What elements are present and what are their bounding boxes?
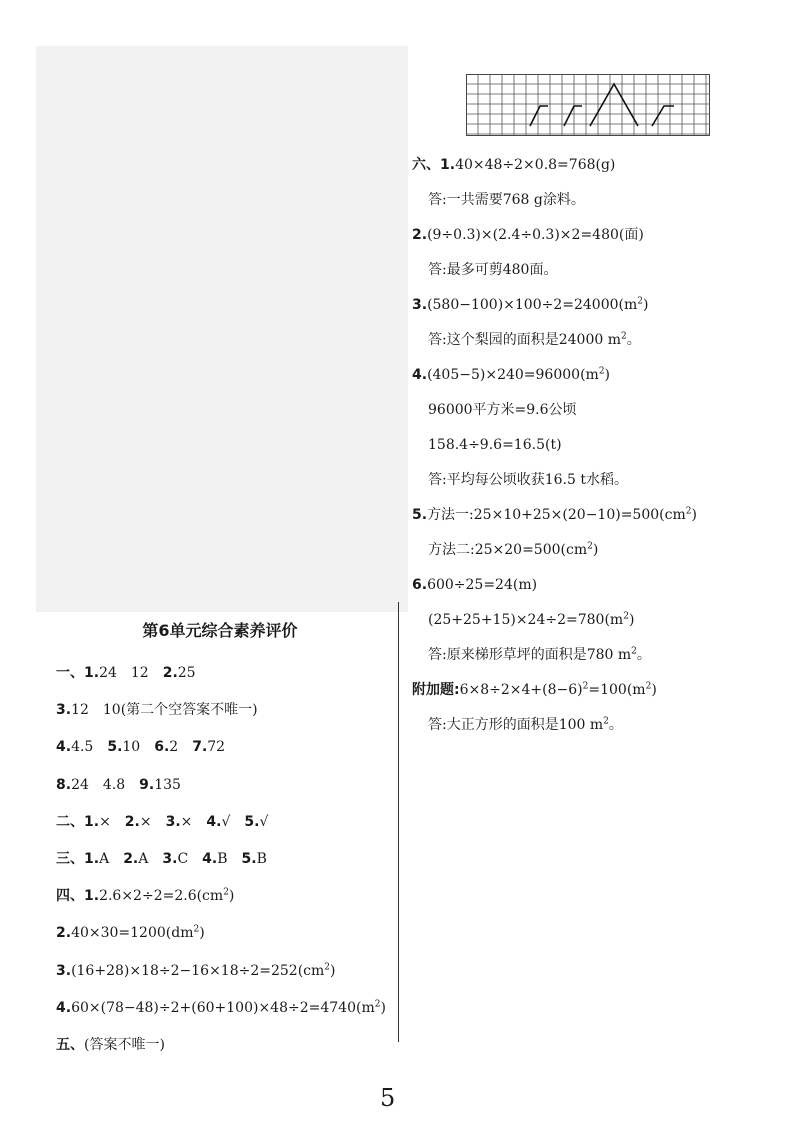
- answer-line: [56, 664, 196, 682]
- shape-2: [564, 106, 582, 126]
- answer-text: 10: [122, 739, 155, 756]
- answer-text: ×: [139, 813, 166, 830]
- answer-line: [412, 681, 657, 699]
- answer-grid-figure: [466, 74, 710, 136]
- blank-photo-area: [36, 46, 408, 612]
- item-number: 4.: [202, 851, 218, 867]
- answer-text: $(16+28)\times 18\div 2-16\times 18\div 2=252(cm^2)$: [71, 961, 336, 979]
- answer-text: A: [99, 851, 124, 867]
- answer-text: $(405-5)\times 240=96000(m^2)$: [427, 366, 611, 383]
- answer-line: [428, 261, 557, 279]
- answer-line: [56, 999, 386, 1017]
- item-number: 4.: [206, 813, 222, 830]
- answer-text: 答:大正方形的面积是100 $m^2$。: [428, 716, 623, 733]
- item-number: 2.: [124, 813, 140, 830]
- item-number: 附加题:: [412, 682, 460, 698]
- answer-text: (答案不唯一): [84, 1037, 165, 1053]
- page-number: 5: [380, 1084, 396, 1112]
- answer-line: [56, 813, 268, 831]
- answer-line: [428, 646, 651, 664]
- answer-line: [412, 226, 644, 244]
- answer-text: 72: [207, 739, 226, 756]
- item-number: 二、1.: [56, 813, 100, 830]
- item-number: 3.: [162, 851, 178, 867]
- answer-line: [412, 576, 537, 594]
- answer-line: [428, 471, 628, 489]
- answer-line: [428, 611, 634, 629]
- item-number: 7.: [192, 739, 208, 756]
- answer-text: 135: [154, 776, 181, 793]
- answer-text: $2.6\times 2\div 2=2.6(cm^2)$: [99, 887, 235, 905]
- answer-text: 24 4.8: [71, 776, 140, 793]
- answer-line: [412, 296, 648, 314]
- item-number: 六、1.: [412, 157, 456, 173]
- answer-text: 25: [177, 665, 196, 681]
- item-number: 3.: [412, 297, 428, 313]
- item-number: 4.: [412, 367, 428, 383]
- answer-text: B: [256, 851, 267, 867]
- answer-text: B: [217, 851, 242, 867]
- answer-text: 600÷25=24(m): [427, 577, 538, 593]
- answer-text: (9÷0.3)×(2.4÷0.3)×2=480(面): [427, 227, 644, 243]
- answer-text: 4.5: [71, 739, 108, 756]
- answer-text: $60\times(78-48)\div 2+(60+100)\times 48\div 2=4740(m^2)$: [71, 999, 386, 1016]
- answer-line: [56, 701, 258, 719]
- shape-3: [590, 84, 638, 126]
- answer-text: $6\times 8\div 2\times 4+(8-6)^2=100(m^2)$: [459, 681, 657, 698]
- answer-text: 方法一$:25\times 10+25\times(20-10)=500(cm^2)$: [427, 506, 697, 523]
- answer-line: [428, 541, 598, 559]
- answer-line: [56, 738, 225, 756]
- answer-text: 答:平均每公顷收获16.5 t水稻。: [428, 472, 628, 488]
- answer-line: [56, 776, 181, 794]
- shape-1: [530, 106, 548, 126]
- answer-text: 答:一共需要768 g涂料。: [428, 192, 585, 208]
- item-number: 2.: [56, 925, 72, 942]
- item-number: 2.: [412, 227, 428, 243]
- answer-text: $(25+25+15)\times 24\div 2=780(m^2)$: [428, 611, 635, 628]
- answer-text: 答:这个梨园的面积是24000 $m^2$。: [428, 331, 641, 348]
- answer-text: 40×48÷2×0.8=768(g): [455, 157, 616, 173]
- item-number: 3.: [56, 702, 72, 719]
- answer-line: [412, 156, 615, 174]
- item-number: 一、1.: [56, 665, 100, 681]
- item-number: 5.: [412, 507, 428, 523]
- answer-line: [412, 506, 697, 524]
- answer-text: A: [138, 851, 163, 867]
- answer-line: [56, 1036, 165, 1054]
- answer-text: 96000平方米=9.6公顷: [428, 402, 577, 418]
- answer-text: C: [177, 851, 203, 867]
- item-number: 6.: [154, 739, 170, 756]
- item-number: 5.: [241, 851, 257, 867]
- answer-text: 24 12: [99, 665, 163, 681]
- answer-line: [428, 401, 577, 419]
- answer-line: [428, 716, 623, 734]
- answer-text: $40\times 30=1200(dm^2)$: [71, 924, 205, 942]
- answer-text: √: [221, 813, 245, 830]
- item-number: 8.: [56, 776, 72, 793]
- item-number: 五、: [56, 1037, 84, 1053]
- answer-text: 方法二$:25\times 20=500(cm^2)$: [428, 541, 599, 558]
- item-number: 6.: [412, 577, 428, 593]
- answer-text: √: [259, 813, 269, 830]
- shape-4: [652, 106, 674, 126]
- answer-text: $(580-100)\times 100\div 2=24000(m^2)$: [427, 296, 649, 313]
- item-number: 2.: [123, 851, 139, 867]
- item-number: 4.: [56, 999, 72, 1016]
- answer-text: 答:最多可剪480面。: [428, 262, 558, 278]
- item-number: 5.: [107, 739, 123, 756]
- answer-line: [56, 850, 267, 868]
- section-title: 第6单元综合素养评价: [142, 621, 298, 640]
- item-number: 3.: [56, 962, 72, 979]
- answer-text: ×: [99, 813, 125, 830]
- column-divider: [398, 602, 399, 1042]
- answer-line: [56, 887, 234, 905]
- item-number: 4.: [56, 739, 72, 756]
- answer-line: [56, 962, 336, 980]
- item-number: 5.: [244, 813, 260, 830]
- answer-text: 158.4÷9.6=16.5(t): [428, 437, 562, 453]
- item-number: 3.: [165, 813, 181, 830]
- answer-text: 12 10(第二个空答案不唯一): [71, 702, 258, 719]
- item-number: 9.: [139, 776, 155, 793]
- answer-text: ×: [180, 813, 207, 830]
- answer-line: [428, 436, 562, 454]
- answer-line: [428, 191, 585, 209]
- item-number: 四、1.: [56, 888, 100, 905]
- answer-text: 答:原来梯形草坪的面积是780 $m^2$。: [428, 646, 651, 663]
- answer-line: [56, 924, 205, 942]
- answer-text: 2: [169, 739, 193, 756]
- item-number: 三、1.: [56, 851, 100, 867]
- answer-line: [412, 366, 610, 384]
- item-number: 2.: [162, 665, 178, 681]
- answer-line: [428, 331, 641, 349]
